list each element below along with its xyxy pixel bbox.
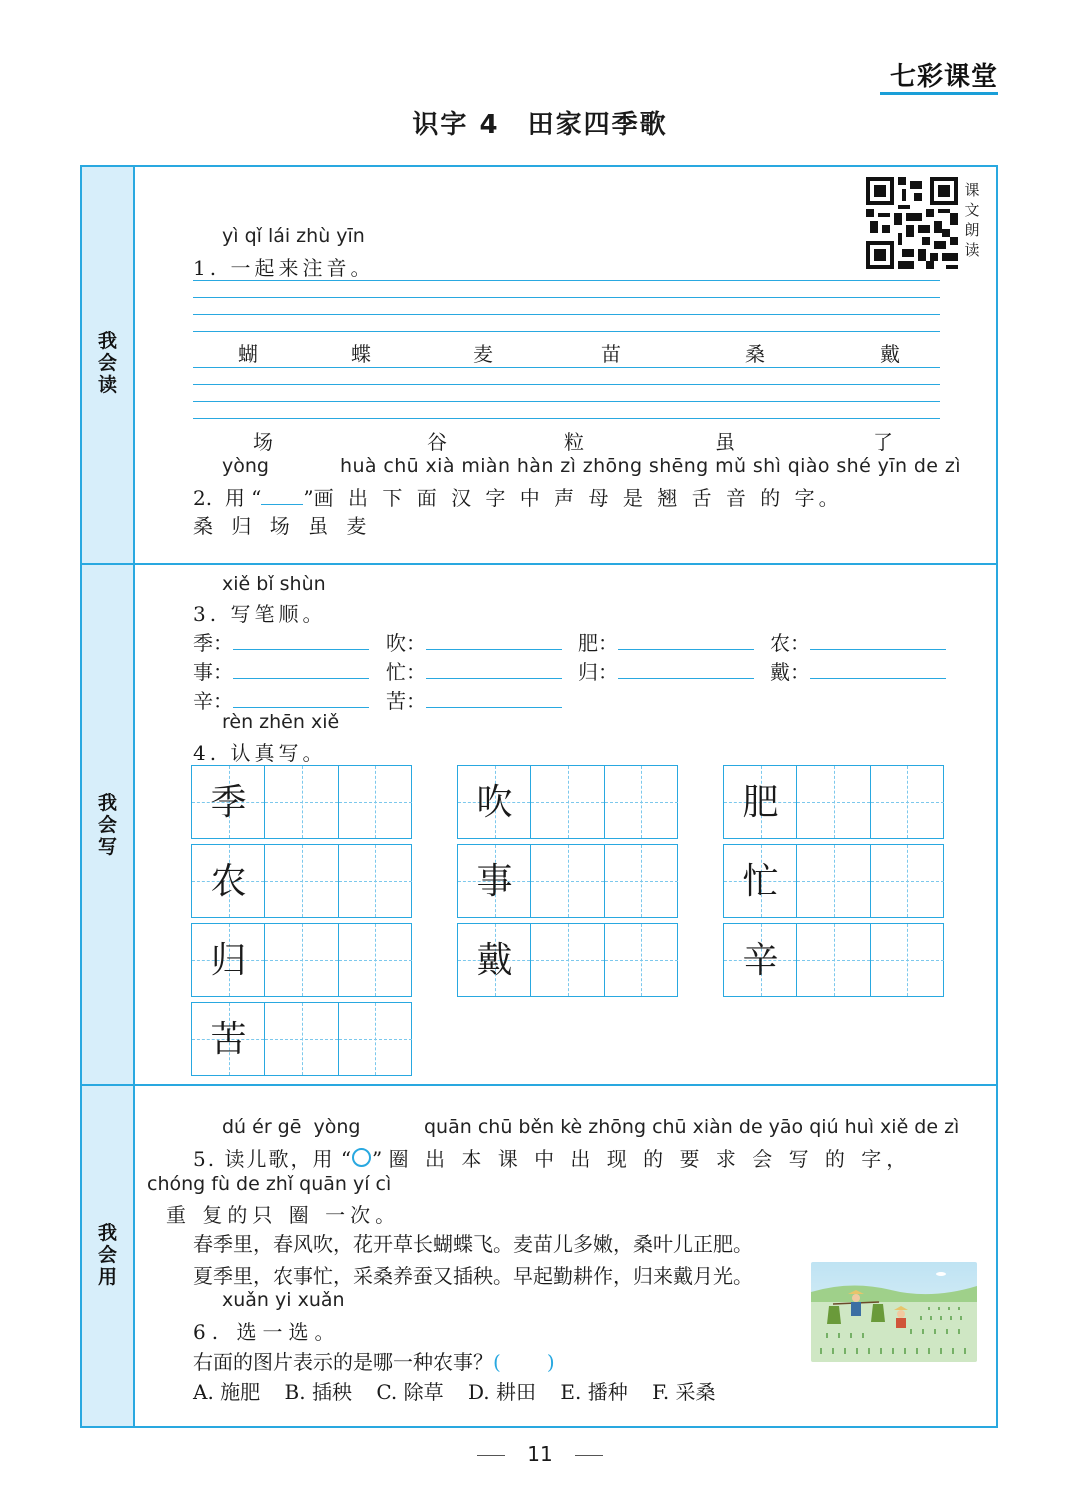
practice-cell[interactable] (339, 924, 412, 996)
writing-grid[interactable] (723, 765, 944, 839)
model-char: 事 (476, 861, 513, 902)
answer-blank[interactable] (426, 707, 562, 708)
answer-blank[interactable] (233, 678, 369, 679)
section-label-write: 我 会 写 (97, 792, 117, 858)
writing-grid[interactable] (457, 923, 678, 997)
practice-cell[interactable] (797, 766, 870, 838)
option-a[interactable]: A. 施肥 (193, 1380, 261, 1404)
stroke-order-item: 苦： (386, 685, 562, 714)
q1-char: 麦 (473, 342, 493, 366)
stroke-order-item: 忙： (386, 656, 562, 685)
option-d[interactable]: D. 耕田 (467, 1380, 537, 1404)
q1-char: 蝶 (351, 342, 371, 366)
lesson-label: 识字 4 (412, 110, 500, 140)
answer-blank[interactable] (233, 707, 369, 708)
practice-cell[interactable] (605, 845, 678, 917)
poem-line: 夏季里，农事忙，采桑养蚕又插秧。早起勤耕作，归来戴月光。 (193, 1264, 753, 1288)
option-c[interactable]: C. 除草 (376, 1380, 444, 1404)
q1-char: 了 (873, 430, 893, 454)
q1-char: 场 (253, 430, 273, 454)
q4-label: 4. 认真写。 (193, 741, 327, 765)
q1-label: 1. 一起来注音。 (193, 256, 375, 280)
model-char: 归 (210, 940, 247, 981)
q2-pinyin: huà chū xià miàn hàn zì zhōng shēng mǔ shì qiào shé yīn de zì (340, 455, 961, 477)
stroke-order-item: 归： (578, 656, 754, 685)
underline-blank (261, 504, 303, 505)
stroke-order-item: 戴： (770, 656, 946, 685)
stroke-order-item: 事： (193, 656, 369, 685)
page-number: 11 (0, 1442, 1080, 1466)
q1-char: 戴 (880, 342, 900, 366)
model-char-cell (192, 766, 265, 838)
brand-logo: 七彩课堂 (889, 62, 998, 92)
q6-options (193, 1376, 716, 1405)
model-char: 忙 (742, 861, 779, 902)
model-char: 苦 (210, 1019, 247, 1060)
practice-cell[interactable] (605, 924, 678, 996)
practice-cell[interactable] (265, 766, 338, 838)
q2-chars: 桑 归 场 虽 麦 (193, 514, 373, 538)
q1-char: 谷 (427, 430, 447, 454)
q1-char: 粒 (564, 430, 584, 454)
answer-blank[interactable] (426, 678, 562, 679)
section-divider-read-write (80, 563, 998, 565)
q6-question: 右面的图片表示的是哪一种农事？( ) (193, 1350, 555, 1374)
answer-blank[interactable] (810, 678, 946, 679)
model-char: 戴 (476, 940, 513, 981)
q5-pinyin-a: dú ér gē yòng (222, 1116, 361, 1138)
practice-cell[interactable] (265, 924, 338, 996)
writing-grid[interactable] (191, 923, 412, 997)
practice-cell[interactable] (339, 1003, 412, 1075)
model-char-cell (458, 766, 531, 838)
model-char: 辛 (742, 940, 779, 981)
page-title (0, 104, 1080, 141)
option-b[interactable]: B. 插秧 (284, 1380, 352, 1404)
q6-pinyin: xuǎn yi xuǎn (222, 1289, 345, 1311)
writing-grid[interactable] (457, 844, 678, 918)
practice-cell[interactable] (339, 766, 412, 838)
q5-pinyin-b: quān chū běn kè zhōng chū xiàn de yāo qiú huì xiě de zì (424, 1116, 960, 1138)
model-char-cell (192, 845, 265, 917)
practice-cell[interactable] (531, 766, 604, 838)
practice-cell[interactable] (797, 924, 870, 996)
lesson-title: 田家四季歌 (527, 110, 668, 140)
practice-cell[interactable] (531, 845, 604, 917)
section-divider-write-use (80, 1084, 998, 1086)
practice-cell[interactable] (871, 924, 944, 996)
q2-pinyin-yong: yòng (222, 455, 269, 477)
option-e[interactable]: E. 播种 (560, 1380, 628, 1404)
q5-pinyin-c: chóng fù de zhǐ quān yí cì (147, 1173, 392, 1195)
model-char-cell (724, 924, 797, 996)
writing-grid[interactable] (191, 844, 412, 918)
model-char-cell (192, 1003, 265, 1075)
q1-char: 桑 (745, 342, 765, 366)
answer-blank[interactable] (618, 678, 754, 679)
model-char-cell (458, 845, 531, 917)
q4-pinyin: rèn zhēn xiě (222, 711, 340, 733)
practice-cell[interactable] (265, 1003, 338, 1075)
qr-code-icon[interactable] (866, 177, 958, 269)
option-f[interactable]: F. 采桑 (652, 1380, 716, 1404)
q5-label: 5. 读儿歌，用 “ ” 圈 出 本 课 中 出 现 的 要 求 会 写 的 字， (193, 1147, 912, 1171)
writing-grid[interactable] (191, 765, 412, 839)
q3-pinyin: xiě bǐ shùn (222, 573, 326, 595)
circle-icon (352, 1148, 371, 1167)
stroke-order-item: 农： (770, 627, 946, 656)
q6-label: 6. 选一选。 (193, 1320, 341, 1344)
answer-blank[interactable] (233, 649, 369, 650)
model-char: 吹 (476, 782, 513, 823)
stroke-order-item: 辛： (193, 685, 369, 714)
q5-label-c: 重 复的只 圈 一次。 (166, 1203, 401, 1227)
brand-underline (880, 92, 998, 95)
model-char-cell (724, 845, 797, 917)
rice-transplanting-illustration (811, 1262, 977, 1362)
q1-pinyin: yì qǐ lái zhù yīn (222, 225, 365, 247)
answer-blank[interactable] (810, 649, 946, 650)
poem-line: 春季里，春风吹，花开草长蝴蝶飞。麦苗儿多嫩，桑叶儿正肥。 (193, 1232, 753, 1256)
practice-cell[interactable] (797, 845, 870, 917)
stroke-order-item: 吹： (386, 627, 562, 656)
writing-grid[interactable] (723, 923, 944, 997)
answer-blank[interactable] (426, 649, 562, 650)
q2-label: 2. 用 “ ”画 出 下 面 汉 字 中 声 母 是 翘 舌 音 的 字。 (193, 486, 843, 510)
model-char-cell (192, 924, 265, 996)
writing-grid[interactable] (457, 765, 678, 839)
q1-char: 蝴 (238, 342, 258, 366)
q1-char: 苗 (601, 342, 621, 366)
model-char-cell (724, 766, 797, 838)
q1-char: 虽 (715, 430, 735, 454)
practice-cell[interactable] (265, 845, 338, 917)
model-char: 农 (210, 861, 247, 902)
qr-label: 课 文 朗 读 (964, 181, 980, 259)
writing-grid[interactable] (191, 1002, 412, 1076)
model-char: 季 (210, 782, 247, 823)
stroke-order-item: 肥： (578, 627, 754, 656)
section-label-use: 我 会 用 (97, 1222, 117, 1288)
practice-cell[interactable] (531, 924, 604, 996)
practice-cell[interactable] (871, 766, 944, 838)
writing-grid[interactable] (723, 844, 944, 918)
answer-blank[interactable] (618, 649, 754, 650)
practice-cell[interactable] (871, 845, 944, 917)
stroke-order-item: 季： (193, 627, 369, 656)
practice-cell[interactable] (605, 766, 678, 838)
model-char: 肥 (742, 782, 779, 823)
model-char-cell (458, 924, 531, 996)
q3-label: 3. 写笔顺。 (193, 602, 327, 626)
section-label-read: 我 会 读 (97, 330, 117, 396)
practice-cell[interactable] (339, 845, 412, 917)
